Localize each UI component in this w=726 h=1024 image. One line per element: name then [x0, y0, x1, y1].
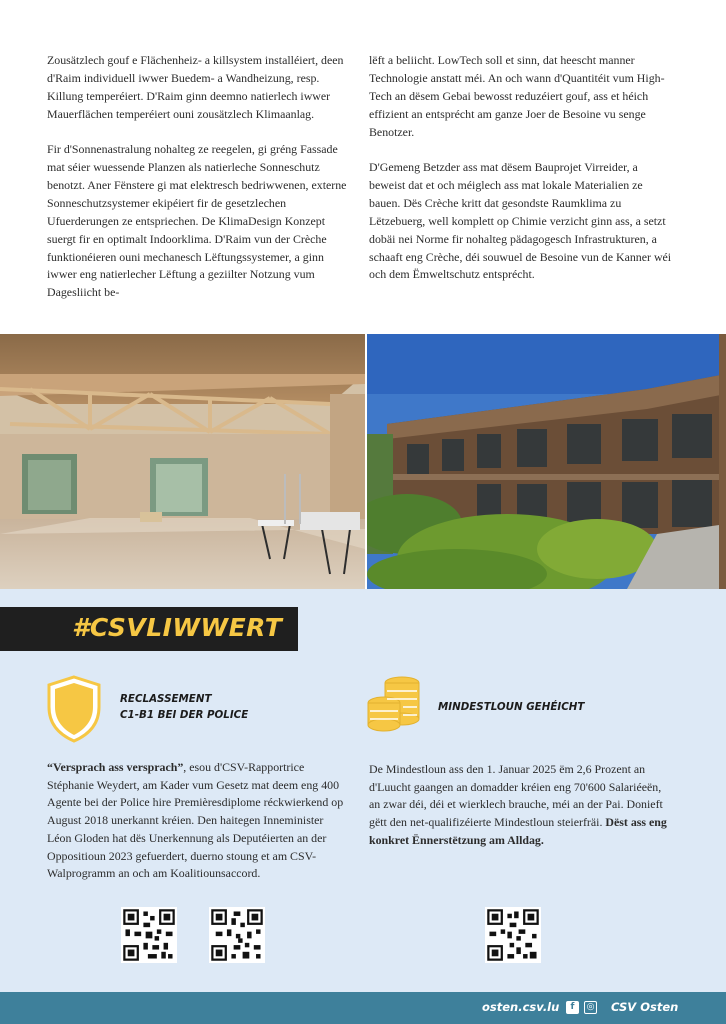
article-paragraph: Zousätzlech gouf e Flächenheiz- a killsystem installéiert, deen d'Raim individuell iwwer Buedem- a Wandheizung, resp. Killung temperéiert. D'Raim ginn deemno natierlech iwwer Mauerflächen temperéiert ouni zousätzlech Klimaanlag. — [47, 53, 344, 121]
article-paragraph: D'Gemeng Betzder ass mat dësem Bauprojet Virreider, a beweist dat et och méiglech ass mat lokale Materialien ze bauen. Dës Crèche kritt dat gesondste Raumklima zu Lëtzebuerg, well komplett op Chimie verzicht ginn ass, a setzt dobäi nei Norme fir nohalteg pädagogesch Infrastrukturen, a schaaft eng Crèche, déi souwuel de Besoine vun de Kanner wéi och dem Ëmweltschutz entsprécht. — [369, 160, 672, 282]
quote: “Versprach ass versprach” — [47, 760, 184, 774]
creche-interior-photo — [0, 334, 365, 589]
reclassement-body: , esou d'CSV-Rapportrice Stéphanie Weydert, am Kader vum Gesetz mat deem eng 400 Agente bei der Police hire Premièresdiplome réckwierkend op August 2018 unerkannt kréien. Den haitegen Inneminister Léon Gloden hat dës Unerkennung als Deputéierten an der Oppositioun 2023 gefuerdert, duerno stoung et am CSV-Walprogramm an och am Koalitiounsaccord. — [47, 760, 344, 881]
instagram-icon[interactable]: ◎ — [584, 1001, 597, 1014]
article-paragraph: lëft a beliicht. LowTech soll et sinn, dat heescht manner Technologie anstatt méi. An och wann d'Quantitéit vum High-Tech an dësem Gebai bewosst reduzéiert gouf, ass et héich effizient an entsprécht am ganze Joer de Besoine vu senge Benotzer. — [369, 53, 665, 139]
article-paragraph: Fir d'Sonnenastralung nohalteg ze reegelen, gi gréng Fassade mat séier wuessende Planzen als natierleche Sonneschutz benotzt. Aner Fënstere gi mat elektresch bedriwwenen, externe Sonneschutzsystemer ekipéiert fir de gesetzlechen Ufuerderungen ze entspriechen. De KlimaDesign Konzept suergt fir en optimalt Indoorklima. D'Raim vun der Crèche funktionéieren ouni mechanesch Lëftungssystemer, a ginn iwwer eng natierlecher Lëftung a geziilter Notzung vum Dagesliicht be- — [47, 142, 347, 300]
hashtag-banner — [0, 607, 298, 651]
mindestloun-text — [369, 761, 669, 850]
csv-liwwert-section — [0, 589, 726, 992]
facebook-icon[interactable]: f — [566, 1001, 579, 1014]
qr-code-icon[interactable] — [121, 907, 177, 963]
organization-name: CSV Osten — [611, 1000, 679, 1014]
hashtag-title: #CSVLIWWERT — [72, 613, 283, 642]
mindestloun-body: De Mindestloun ass den 1. Januar 2025 ëm 2,6 Prozent an d'Luucht gaangen an domadder kréien eng 70'600 Salariéeën, an zwar déi, déi et wierklech brauche, méi an der Pai. Donieft gëtt den net-qualifizéierte Mindestloun steierfräi. — [369, 762, 663, 830]
mindestloun-highlight: Dëst ass eng konkret Ënnerstëtzung am Alldag. — [369, 815, 667, 847]
reclassement-text — [47, 759, 345, 883]
qr-code-icon[interactable] — [209, 907, 265, 963]
website-link[interactable]: osten.csv.lu — [482, 1000, 560, 1014]
article-right-column — [369, 52, 673, 302]
article-left-column — [47, 52, 347, 320]
creche-exterior-photo — [367, 334, 726, 589]
footer-bar — [0, 992, 726, 1024]
coins-icon — [367, 675, 421, 735]
qr-code-icon[interactable] — [485, 907, 541, 963]
mindestloun-heading: MINDESTLOUN GEHÉICHT — [438, 701, 585, 713]
reclassement-heading: RECLASSEMENT C1-B1 BEI DER POLICE — [120, 693, 249, 721]
shield-icon — [46, 675, 102, 743]
